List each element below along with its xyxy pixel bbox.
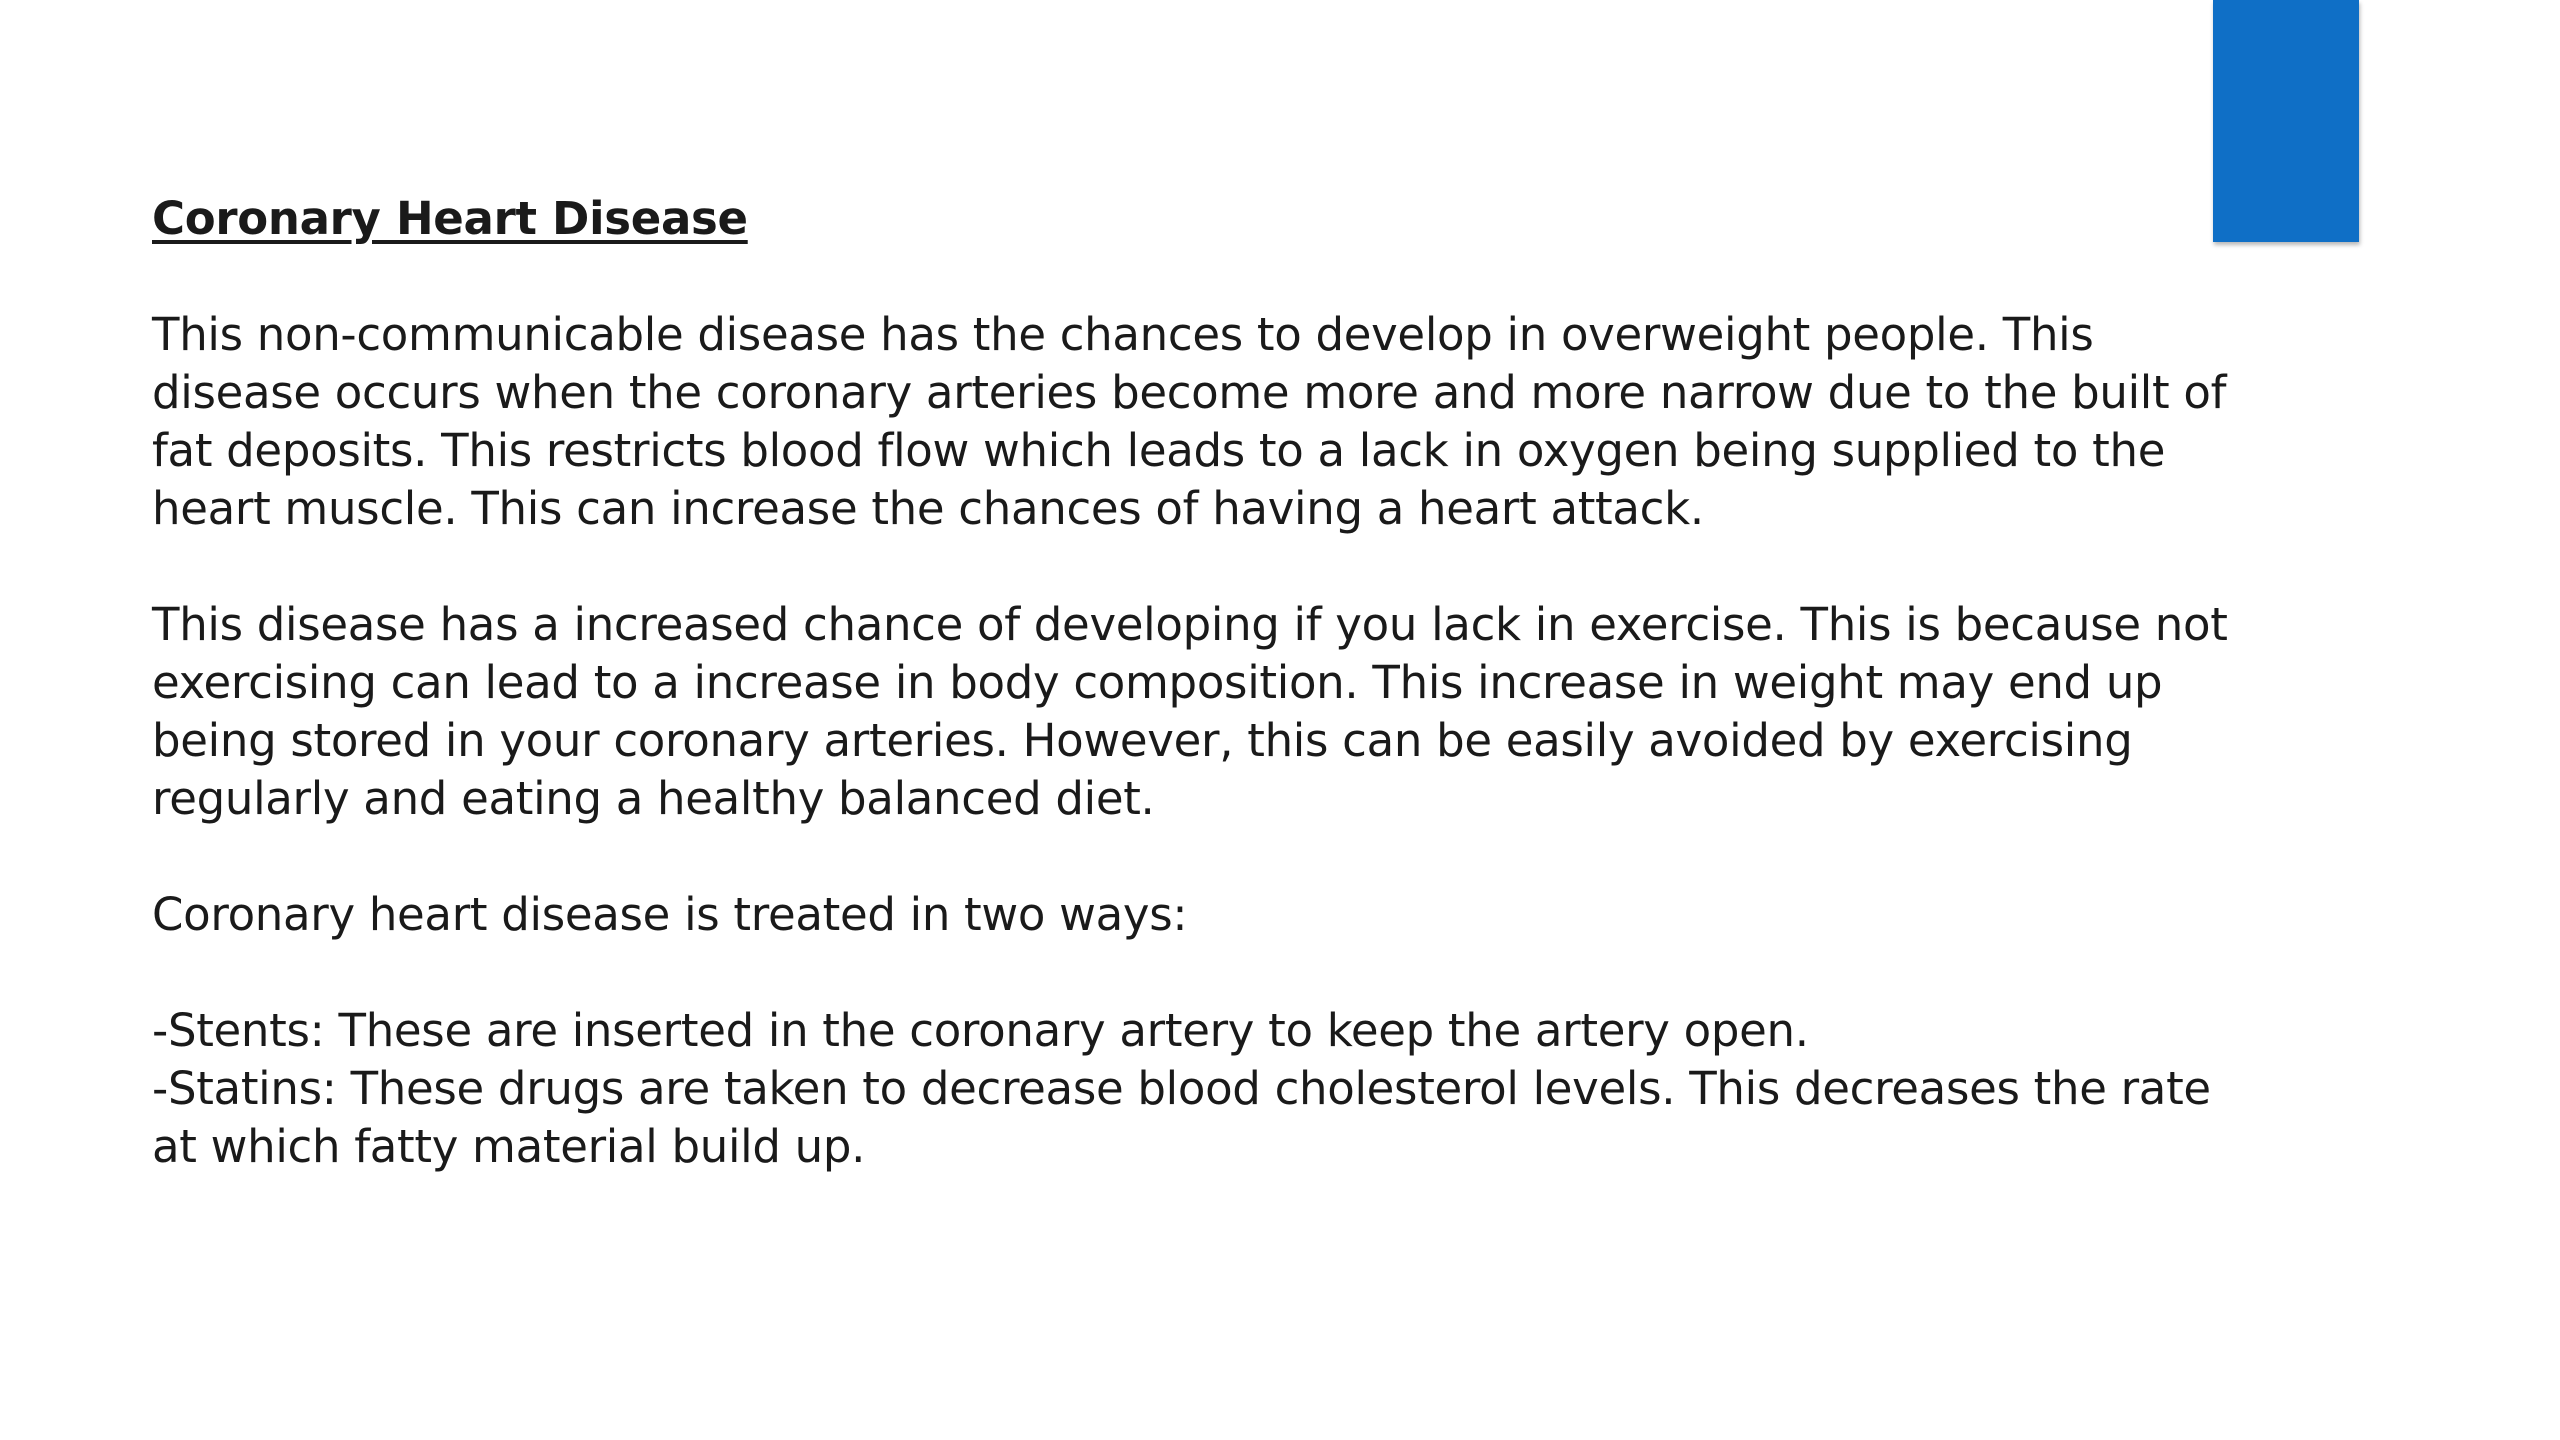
paragraph-exercise: This disease has a increased chance of developing if you lack in exercise. This is because not exercising can lead to a increase in body composition. This increase in weight may end up being stored in your coronary arteries. However, this can be easily avoided by exercising regularly and eating a healthy balanced diet. [152,598,2228,825]
treatment-statins: -Statins: These drugs are taken to decrease blood cholesterol levels. This decreases the rate at which fatty material build up. [152,1062,2211,1173]
accent-tab [2213,0,2359,242]
slide-title: Coronary Heart Disease [152,192,748,245]
paragraph-overview: This non-communicable disease has the chances to develop in overweight people. This disease occurs when the coronary arteries become more and more narrow due to the built of fat deposits. This restricts blood flow which leads to a lack in oxygen being supplied to the heart muscle. This can increase the chances of having a heart attack. [152,308,2227,535]
treatment-stents: -Stents: These are inserted in the coronary artery to keep the artery open. [152,1004,1809,1057]
slide-content [152,190,2232,1176]
treatment-intro: Coronary heart disease is treated in two ways: [152,888,1188,941]
